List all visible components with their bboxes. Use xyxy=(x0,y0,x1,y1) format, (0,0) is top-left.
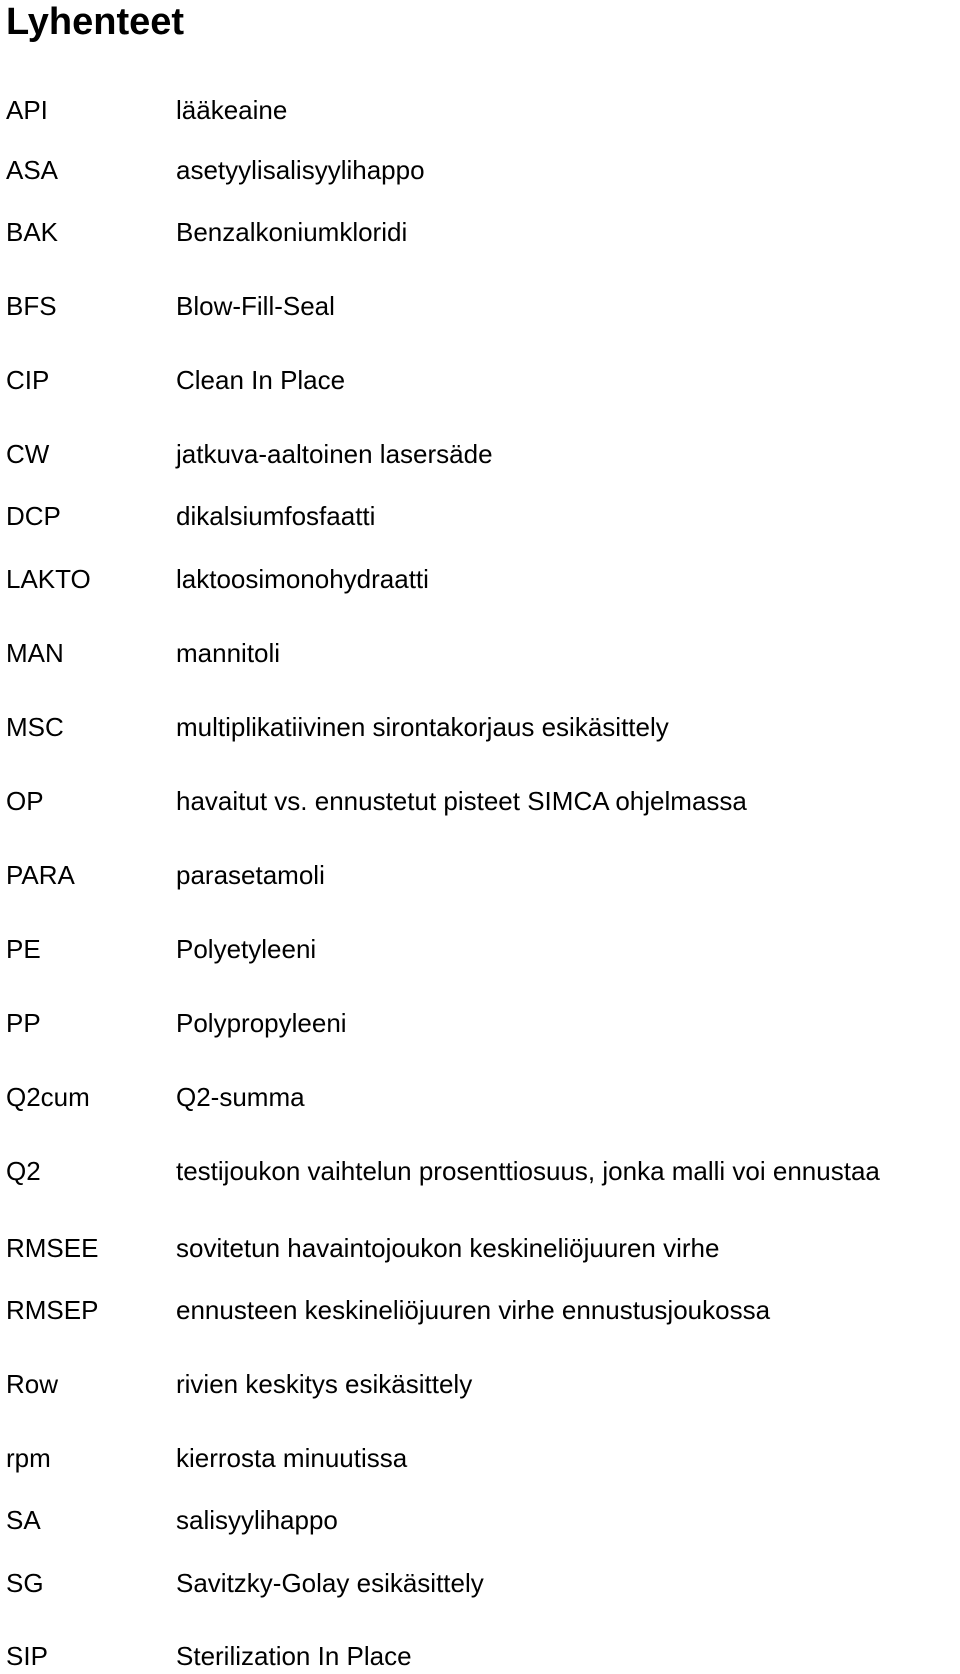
abbreviation: RMSEP xyxy=(6,1295,99,1325)
definition: sovitetun havaintojoukon keskineliöjuuren virhe xyxy=(176,1233,720,1263)
abbreviation: PE xyxy=(6,934,41,964)
list-item xyxy=(0,711,960,743)
abbreviation: BFS xyxy=(6,291,57,321)
definition: Polyetyleeni xyxy=(176,934,317,964)
abbreviation: BAK xyxy=(6,217,59,247)
definition: asetyylisalisyylihappo xyxy=(176,155,425,185)
definition: mannitoli xyxy=(176,638,281,668)
list-item xyxy=(0,859,960,891)
list-item xyxy=(0,1567,960,1599)
list-item xyxy=(0,1155,960,1187)
abbreviation: PARA xyxy=(6,860,75,890)
definition: Benzalkoniumkloridi xyxy=(176,217,408,247)
definition: testijoukon vaihtelun prosenttiosuus, jonka malli voi ennustaa xyxy=(176,1156,880,1186)
abbreviation: SIP xyxy=(6,1641,48,1671)
list-item xyxy=(0,500,960,532)
definition: laktoosimonohydraatti xyxy=(176,564,429,594)
list-item xyxy=(0,290,960,322)
list-item xyxy=(0,216,960,248)
list-item xyxy=(0,785,960,817)
abbreviation: CIP xyxy=(6,365,50,395)
definition: ennusteen keskineliöjuuren virhe ennustusjoukossa xyxy=(176,1295,771,1325)
abbreviation: CW xyxy=(6,439,50,469)
abbreviation: Q2 xyxy=(6,1156,41,1186)
abbreviation: API xyxy=(6,95,48,125)
abbreviation: PP xyxy=(6,1008,41,1038)
list-item xyxy=(0,563,960,595)
list-item xyxy=(0,1368,960,1400)
definition: kierrosta minuutissa xyxy=(176,1443,408,1473)
abbreviation: rpm xyxy=(6,1443,51,1473)
definition: Polypropyleeni xyxy=(176,1008,347,1038)
abbreviation: MSC xyxy=(6,712,64,742)
list-item xyxy=(0,933,960,965)
definition: Q2-summa xyxy=(176,1082,305,1112)
abbreviation: Q2cum xyxy=(6,1082,90,1112)
abbreviation: Row xyxy=(6,1369,59,1399)
list-item xyxy=(0,1442,960,1474)
list-item xyxy=(0,154,960,186)
list-item xyxy=(0,1232,960,1264)
definition: Clean In Place xyxy=(176,365,346,395)
definition: jatkuva-aaltoinen lasersäde xyxy=(176,439,493,469)
abbreviation: SG xyxy=(6,1568,44,1598)
definition: lääkeaine xyxy=(176,95,288,125)
list-item xyxy=(0,1081,960,1113)
definition: Savitzky-Golay esikäsittely xyxy=(176,1568,484,1598)
definition: rivien keskitys esikäsittely xyxy=(176,1369,473,1399)
list-item xyxy=(0,1504,960,1536)
list-item xyxy=(0,438,960,470)
abbreviation: SA xyxy=(6,1505,41,1535)
definition: Blow-Fill-Seal xyxy=(176,291,335,321)
list-item xyxy=(0,94,960,126)
definition: salisyylihappo xyxy=(176,1505,338,1535)
definition: multiplikatiivinen sirontakorjaus esikäsittely xyxy=(176,712,669,742)
abbreviation: LAKTO xyxy=(6,564,91,594)
definition: dikalsiumfosfaatti xyxy=(176,501,376,531)
list-item xyxy=(0,364,960,396)
list-item xyxy=(0,1640,960,1672)
list-item xyxy=(0,1294,960,1326)
abbreviation: RMSEE xyxy=(6,1233,99,1263)
definition: Sterilization In Place xyxy=(176,1641,412,1671)
abbreviation: DCP xyxy=(6,501,61,531)
abbreviation: MAN xyxy=(6,638,64,668)
definition: havaitut vs. ennustetut pisteet SIMCA ohjelmassa xyxy=(176,786,747,816)
definition: parasetamoli xyxy=(176,860,325,890)
list-item xyxy=(0,637,960,669)
page-title: Lyhenteet xyxy=(6,1,185,43)
list-item xyxy=(0,1007,960,1039)
abbreviation: ASA xyxy=(6,155,59,185)
abbreviation: OP xyxy=(6,786,44,816)
